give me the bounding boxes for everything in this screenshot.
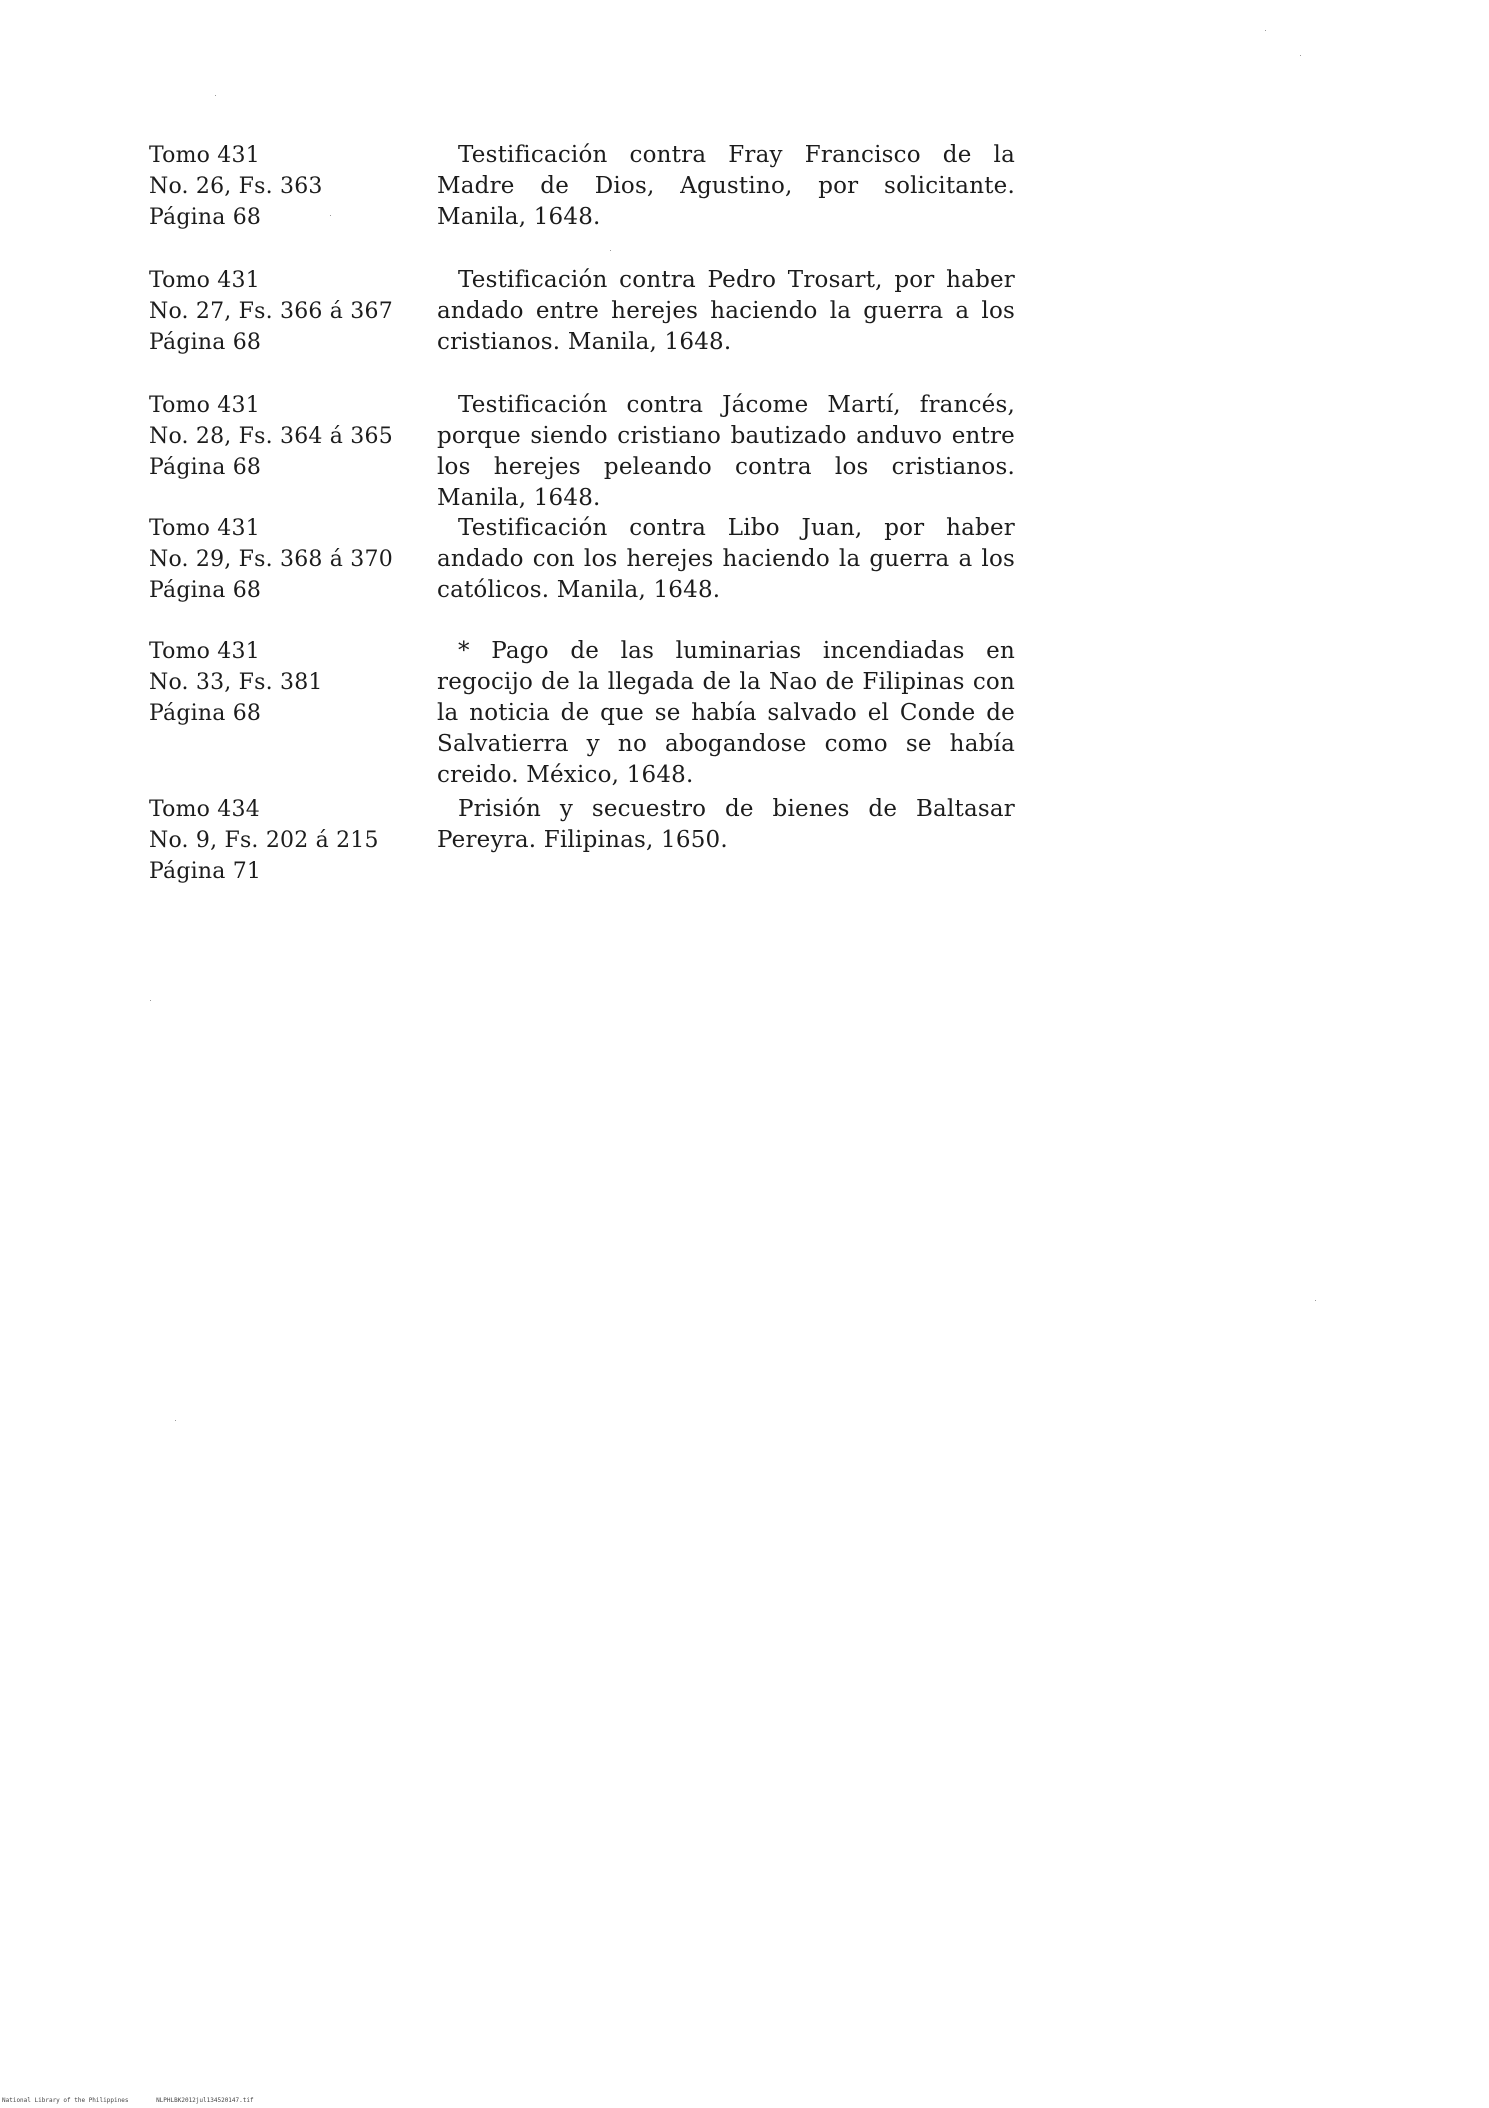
scan-speck <box>1300 55 1301 56</box>
entry-description: Testificación contra Pedro Trosart, por haber andado entre herejes haciendo la guerra a los cristianos. Manila, 1648. <box>437 267 1015 355</box>
volume-reference <box>149 390 439 483</box>
folio-label: No. 27, Fs. 366 á 367 <box>149 299 393 324</box>
library-credit: National Library of the Philippines <box>2 2097 129 2104</box>
scan-speck <box>610 250 611 251</box>
volume-reference <box>149 140 439 233</box>
tomo-label: Tomo 431 <box>149 516 260 541</box>
volume-reference <box>149 513 439 606</box>
volume-reference <box>149 265 439 358</box>
pagina-label: Página 71 <box>149 859 262 884</box>
volume-reference <box>149 794 439 887</box>
volume-reference <box>149 636 439 729</box>
scan-speck <box>215 95 216 96</box>
tomo-label: Tomo 431 <box>149 143 260 168</box>
folio-label: No. 29, Fs. 368 á 370 <box>149 547 393 572</box>
tomo-label: Tomo 431 <box>149 393 260 418</box>
entry-description: Testificación contra Fray Francisco de la Madre de Dios, Agustino, por solicitante. Manila, 1648. <box>437 142 1015 230</box>
folio-label: No. 9, Fs. 202 á 215 <box>149 828 379 853</box>
scan-speck <box>150 1000 151 1001</box>
entry-description: * Pago de las luminarias incendiadas en regocijo de la llegada de la Nao de Filipinas con la noticia de que se había salvado el Conde de Salvatierra y no abogandose como se había creido. México, 1648. <box>437 638 1015 788</box>
folio-label: No. 28, Fs. 364 á 365 <box>149 424 393 449</box>
entry-description: Prisión y secuestro de bienes de Baltasar Pereyra. Filipinas, 1650. <box>437 796 1015 853</box>
pagina-label: Página 68 <box>149 701 262 726</box>
entry-description: Testificación contra Jácome Martí, francés, porque siendo cristiano bautizado anduvo entre los herejes peleando contra los cristianos. Manila, 1648. <box>437 392 1015 511</box>
scan-footer <box>2 2097 278 2104</box>
tomo-label: Tomo 431 <box>149 639 260 664</box>
pagina-label: Página 68 <box>149 330 262 355</box>
scan-speck <box>1265 30 1266 31</box>
scan-speck <box>1315 1300 1316 1301</box>
tomo-label: Tomo 434 <box>149 797 260 822</box>
tomo-label: Tomo 431 <box>149 268 260 293</box>
pagina-label: Página 68 <box>149 578 262 603</box>
scan-speck <box>330 215 331 216</box>
scan-speck <box>175 1420 176 1421</box>
scan-filename: NLPHLBK2012jul134520147.tif <box>156 2097 254 2104</box>
pagina-label: Página 68 <box>149 205 262 230</box>
pagina-label: Página 68 <box>149 455 262 480</box>
folio-label: No. 33, Fs. 381 <box>149 670 323 695</box>
folio-label: No. 26, Fs. 363 <box>149 174 323 199</box>
entry-description: Testificación contra Libo Juan, por haber andado con los herejes haciendo la guerra a los católicos. Manila, 1648. <box>437 515 1015 603</box>
